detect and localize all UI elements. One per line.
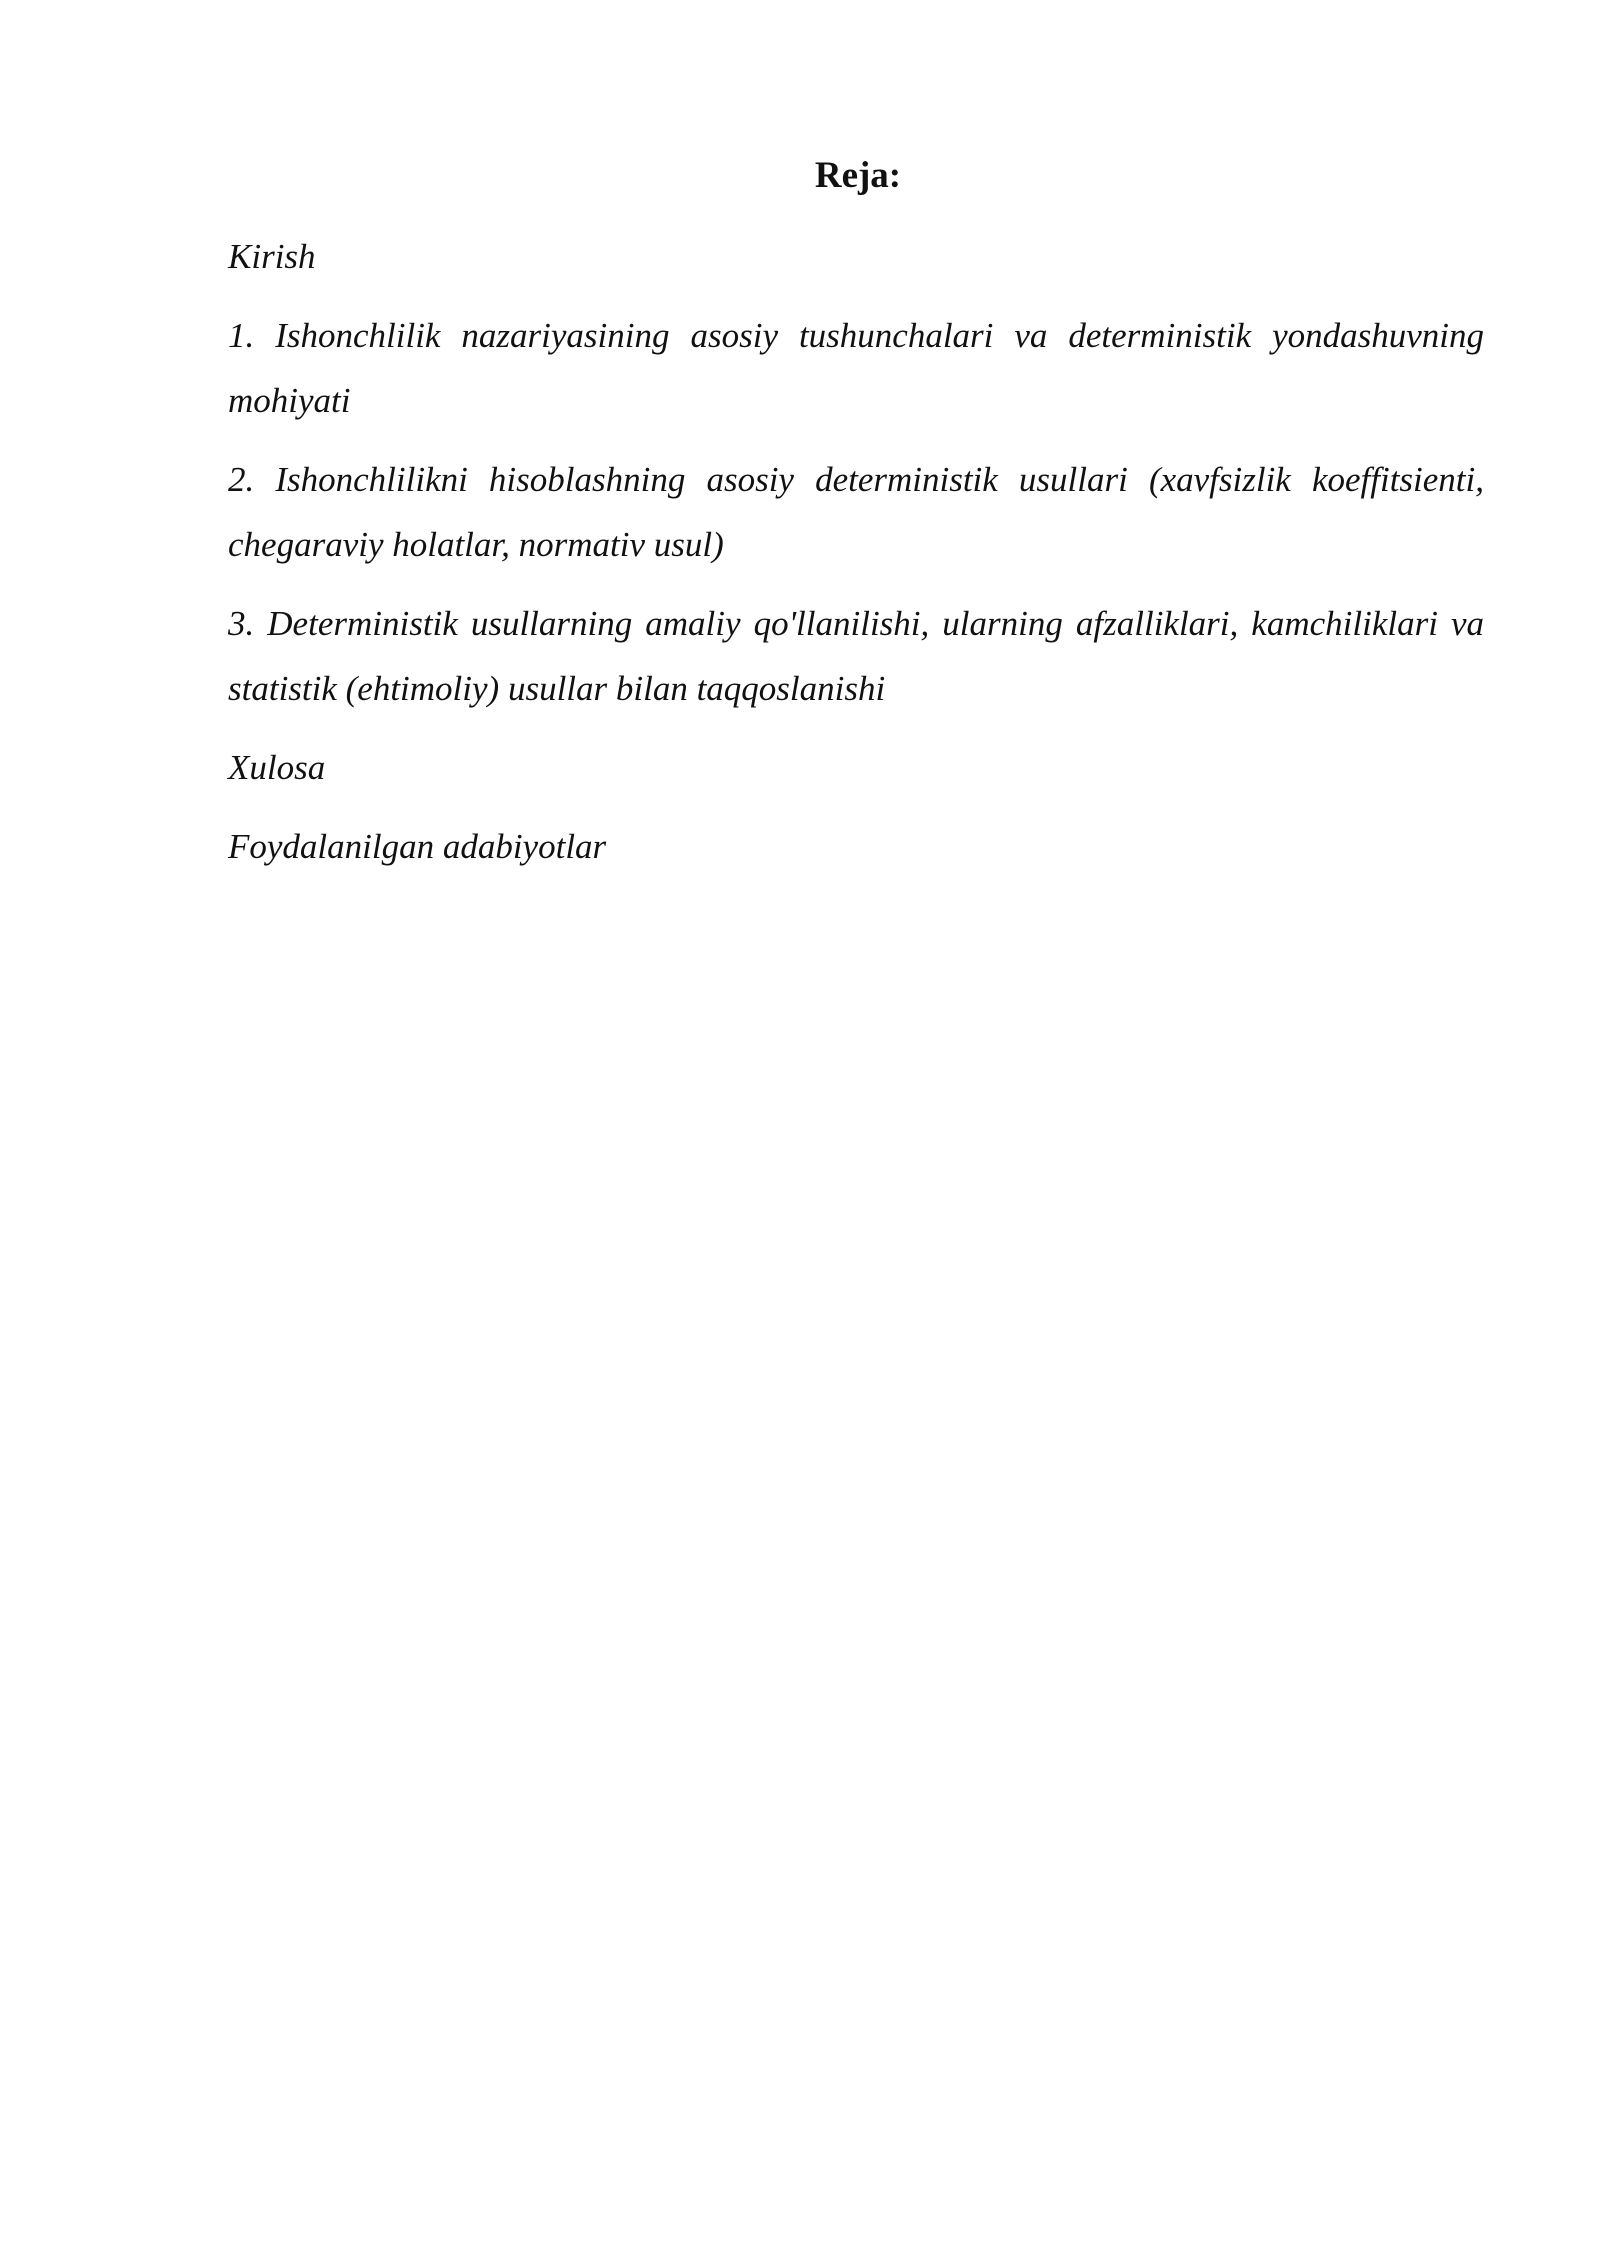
toc-item-conclusion: Xulosa	[228, 748, 326, 787]
toc-item-references: Foydalanilgan adabiyotlar	[228, 827, 607, 866]
table-of-contents	[228, 224, 1484, 893]
toc-item-section-3: 3. Deterministik usullarning amaliy qo'llanilishi, ularning afzalliklari, kamchiliklari va statistik (ehtimoliy) usullar bilan taqqoslanishi	[228, 604, 1484, 708]
toc-item-section-2: 2. Ishonchlilikni hisoblashning asosiy deterministik usullari (xavfsizlik koeffitsienti, chegaraviy holatlar, normativ usul)	[228, 460, 1484, 564]
plan-heading: Reja:	[814, 155, 902, 196]
toc-item-introduction: Kirish	[228, 237, 316, 276]
toc-item-section-1: 1. Ishonchlilik nazariyasining asosiy tushunchalari va deterministik yondashuvning mohiyati	[228, 316, 1484, 420]
